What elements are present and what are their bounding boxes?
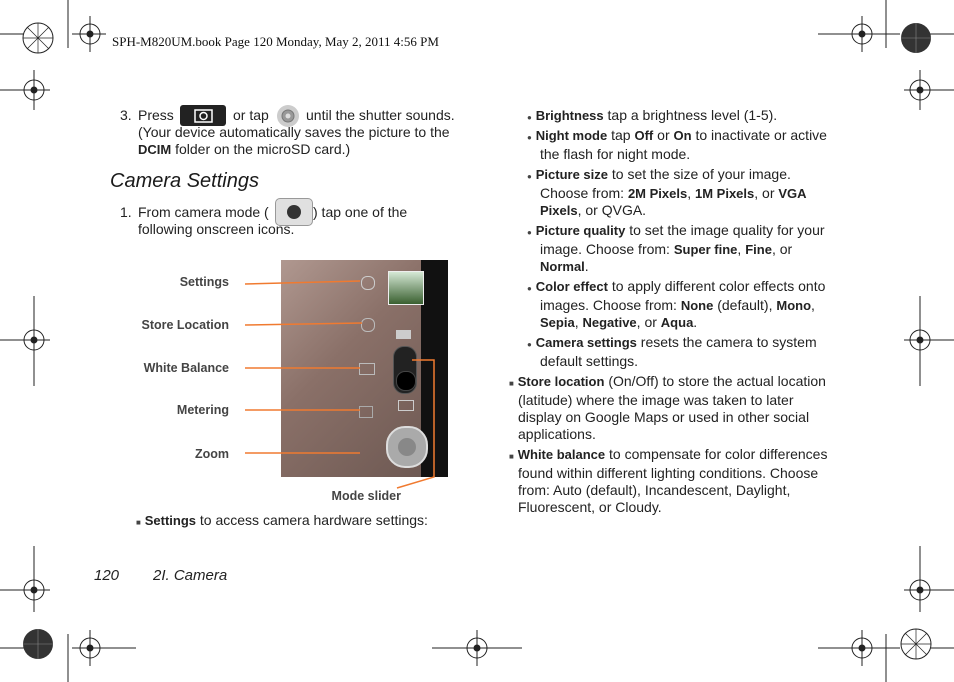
- night-mode-item: ● Night mode tap Off or On to inactivate or active the flash for night mode.: [527, 127, 827, 162]
- step-3-line3: folder on the microSD card.): [175, 141, 351, 157]
- step-1-line2: following onscreen icons.: [138, 221, 295, 237]
- annotation-zoom: Zoom: [194, 447, 229, 461]
- step-3-or-tap: or tap: [233, 107, 269, 123]
- step-3-press: Press: [138, 107, 174, 123]
- step-3-line2: (Your device automatically saves the picture to the: [138, 124, 450, 140]
- annotation-metering: Metering: [176, 403, 229, 417]
- section-title: Camera Settings: [110, 170, 259, 192]
- step-1-number: 1.: [120, 204, 132, 220]
- annotation-mode-slider: Mode slider: [331, 489, 401, 503]
- color-effect-item: ● Color effect to apply different color effects onto images. Choose from: None (default), Mono, Sepia, Negative, or Aqua.: [527, 278, 826, 330]
- settings-desc: to access camera hardware settings:: [199, 512, 428, 528]
- brightness-item: ● Brightness tap a brightness level (1-5).: [527, 107, 778, 123]
- page-number: 120: [94, 567, 120, 584]
- step-1-line1a: From camera mode (: [138, 204, 269, 220]
- chapter-title: 2I. Camera: [153, 567, 228, 584]
- settings-term: Settings: [144, 513, 197, 528]
- step-1-line1b: ) tap one of the: [313, 204, 408, 220]
- step-3-number: 3.: [120, 107, 132, 123]
- annotation-settings: Settings: [179, 275, 229, 289]
- camera-settings-item: ● Camera settings resets the camera to system default settings.: [527, 334, 817, 369]
- annotation-store-location: Store Location: [141, 318, 229, 332]
- page-header: SPH-M820UM.book Page 120 Monday, May 2, 2011 4:56 PM: [112, 34, 439, 49]
- picture-quality-item: ● Picture quality to set the image quality for your image. Choose from: Super fine, Fine, or Normal.: [527, 222, 825, 274]
- store-location-item: ■ Store location (On/Off) to store the actual location (latitude) where the image was taken to later display on Google Maps or used in other social applications.: [509, 373, 826, 442]
- white-balance-item: ■ White balance to compensate for color differences found within different lighting conditions. Choose from: Auto (default), Incandescent, Daylight, Fluorescent, or Cloudy.: [509, 446, 828, 515]
- dcim-term: DCIM: [138, 142, 172, 157]
- step-3-until: until the shutter sounds.: [306, 107, 455, 123]
- picture-size-item: ● Picture size to set the size of your image. Choose from: 2M Pixels, 1M Pixels, or VGA Pixels, or QVGA.: [527, 166, 807, 218]
- annotation-white-balance: White Balance: [143, 361, 229, 375]
